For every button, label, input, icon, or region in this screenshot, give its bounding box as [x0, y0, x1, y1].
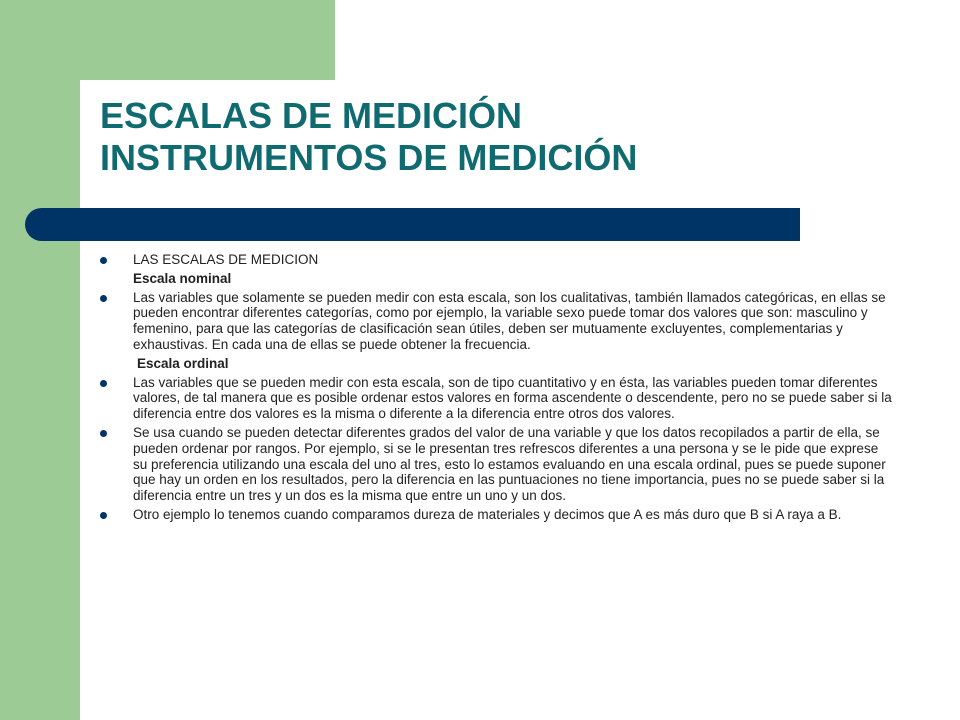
left-accent-band	[0, 0, 80, 720]
bullet-text: Se usa cuando se pueden detectar diferentes grados del valor de una variable y que los datos recopilados a partir de ella, se pueden ordenar por rangos. Por ejemplo, si se le presentan tres refrescos diferentes a una persona y se le pide que exprese su preferencia utilizando una escala del uno al tres, esto lo estamos evaluando en una escala ordinal, pues se puede suponer que hay un orden en los resultados, pero la diferencia en las puntuaciones no tiene importancia, pues no se puede saber si la diferencia entre un tres y un dos es la misma que entre un uno y un dos.	[133, 424, 886, 504]
bullet-dot-icon	[100, 430, 107, 437]
title-divider-bar	[25, 208, 800, 241]
subheading-ordinal: Escala ordinal	[137, 355, 229, 371]
slide-body	[100, 252, 895, 526]
title-line-2: INSTRUMENTOS DE MEDICIÓN	[100, 137, 638, 178]
slide-title	[100, 95, 920, 179]
subheading-nominal: Escala nominal	[133, 270, 232, 286]
bullet-dot-icon	[100, 257, 107, 264]
top-accent-band	[80, 0, 335, 80]
bullet-text: LAS ESCALAS DE MEDICION	[133, 252, 319, 267]
bullet-dot-icon	[100, 380, 107, 387]
bullet-text: Las variables que se pueden medir con esta escala, son de tipo cuantitativo y en ésta, las variables pueden tomar diferentes valores, de tal manera que es posible ordenar estos valores en forma ascendente o descendente, pero no se puede saber si la diferencia entre dos valores es la misma o diferente a la diferencia entre otros dos valores.	[133, 374, 892, 422]
bullet-item	[100, 375, 895, 422]
bullet-dot-icon	[100, 295, 107, 302]
bullet-item	[100, 425, 895, 504]
bullet-item	[100, 290, 895, 353]
bullet-dot-icon	[100, 512, 107, 519]
bullet-item	[100, 507, 895, 523]
bullet-text: Otro ejemplo lo tenemos cuando comparamos dureza de materiales y decimos que A es más duro que B si A raya a B.	[133, 506, 842, 522]
title-line-1: ESCALAS DE MEDICIÓN	[100, 95, 523, 136]
bullet-text: Las variables que solamente se pueden medir con esta escala, son los cualitativas, también llamados categóricas, en ellas se pueden encontrar diferentes categorías, como por ejemplo, la variable sexo puede tomar dos valores que son: masculino y femenino, para que las categorías de clasificación sean útiles, deben ser mutuamente excluyentes, complementarias y exhaustivas. En cada una de ellas se puede obtener la frecuencia.	[133, 289, 886, 352]
bullet-item	[100, 252, 895, 268]
